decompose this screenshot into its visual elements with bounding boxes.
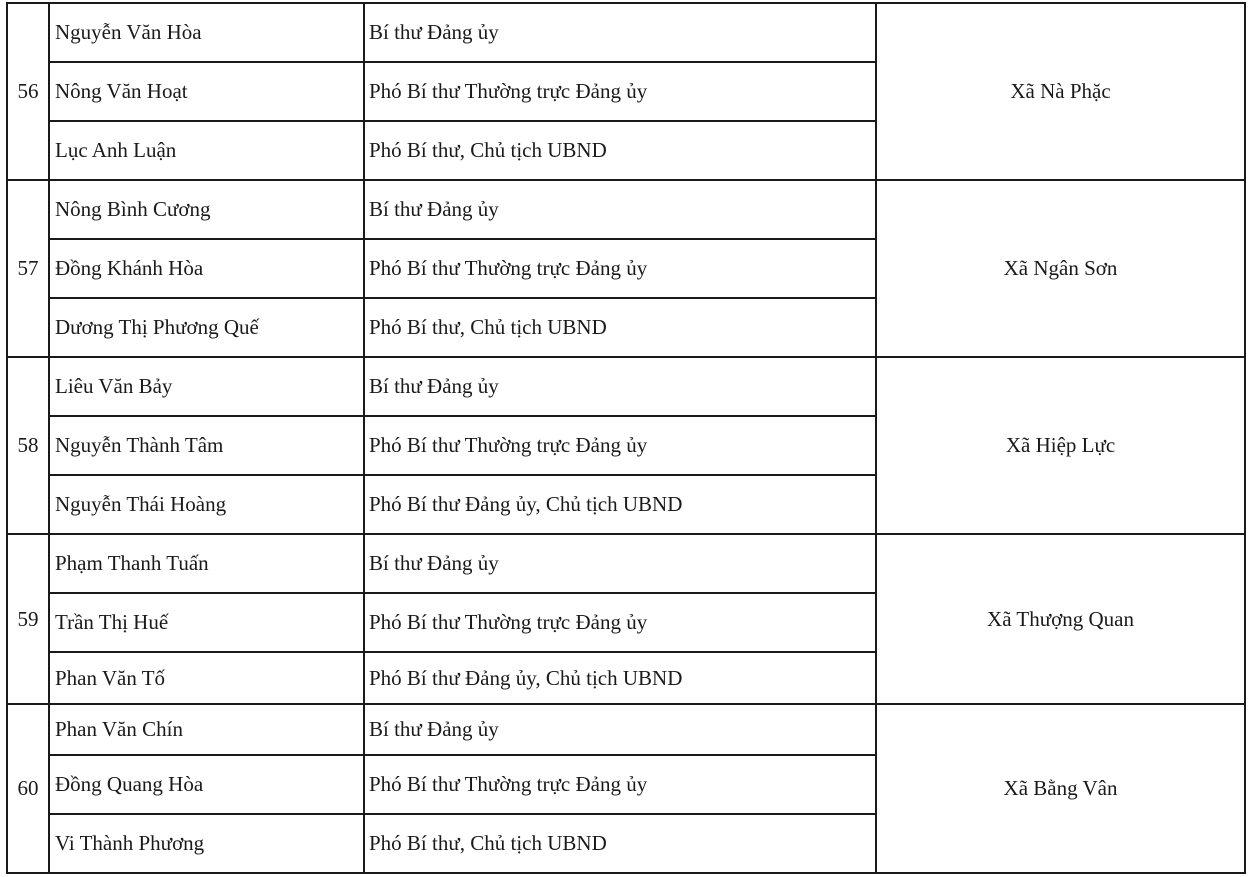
member-name: Nguyễn Thái Hoàng <box>49 475 364 534</box>
member-position: Bí thư Đảng ủy <box>364 534 876 593</box>
member-name: Phan Văn Chín <box>49 704 364 755</box>
personnel-table-body <box>7 3 1245 873</box>
commune-name: Xã Hiệp Lực <box>876 357 1245 534</box>
commune-name: Xã Thượng Quan <box>876 534 1245 704</box>
member-name: Vi Thành Phương <box>49 814 364 873</box>
member-position: Phó Bí thư, Chủ tịch UBND <box>364 121 876 180</box>
table-row <box>7 534 1245 593</box>
member-name: Phan Văn Tố <box>49 652 364 704</box>
member-name: Liêu Văn Bảy <box>49 357 364 416</box>
member-position: Phó Bí thư Thường trực Đảng ủy <box>364 239 876 298</box>
member-name: Nông Văn Hoạt <box>49 62 364 121</box>
member-position: Phó Bí thư Thường trực Đảng ủy <box>364 755 876 814</box>
member-name: Trần Thị Huế <box>49 593 364 652</box>
member-position: Bí thư Đảng ủy <box>364 704 876 755</box>
personnel-table <box>6 2 1246 874</box>
member-position: Phó Bí thư Thường trực Đảng ủy <box>364 416 876 475</box>
group-number: 59 <box>7 534 49 704</box>
member-position: Phó Bí thư Đảng ủy, Chủ tịch UBND <box>364 652 876 704</box>
table-row <box>7 3 1245 62</box>
group-number: 60 <box>7 704 49 873</box>
table-row <box>7 357 1245 416</box>
member-name: Lục Anh Luận <box>49 121 364 180</box>
member-position: Bí thư Đảng ủy <box>364 3 876 62</box>
member-position: Phó Bí thư Đảng ủy, Chủ tịch UBND <box>364 475 876 534</box>
member-position: Phó Bí thư, Chủ tịch UBND <box>364 298 876 357</box>
commune-name: Xã Ngân Sơn <box>876 180 1245 357</box>
table-row <box>7 180 1245 239</box>
commune-name: Xã Nà Phặc <box>876 3 1245 180</box>
commune-name: Xã Bằng Vân <box>876 704 1245 873</box>
member-position: Bí thư Đảng ủy <box>364 180 876 239</box>
member-position: Phó Bí thư Thường trực Đảng ủy <box>364 593 876 652</box>
member-name: Nông Bình Cương <box>49 180 364 239</box>
member-name: Dương Thị Phương Quế <box>49 298 364 357</box>
member-name: Đồng Khánh Hòa <box>49 239 364 298</box>
group-number: 56 <box>7 3 49 180</box>
group-number: 58 <box>7 357 49 534</box>
member-name: Phạm Thanh Tuấn <box>49 534 364 593</box>
member-position: Bí thư Đảng ủy <box>364 357 876 416</box>
member-name: Đồng Quang Hòa <box>49 755 364 814</box>
table-row <box>7 704 1245 755</box>
member-name: Nguyễn Văn Hòa <box>49 3 364 62</box>
member-position: Phó Bí thư Thường trực Đảng ủy <box>364 62 876 121</box>
member-position: Phó Bí thư, Chủ tịch UBND <box>364 814 876 873</box>
group-number: 57 <box>7 180 49 357</box>
member-name: Nguyễn Thành Tâm <box>49 416 364 475</box>
